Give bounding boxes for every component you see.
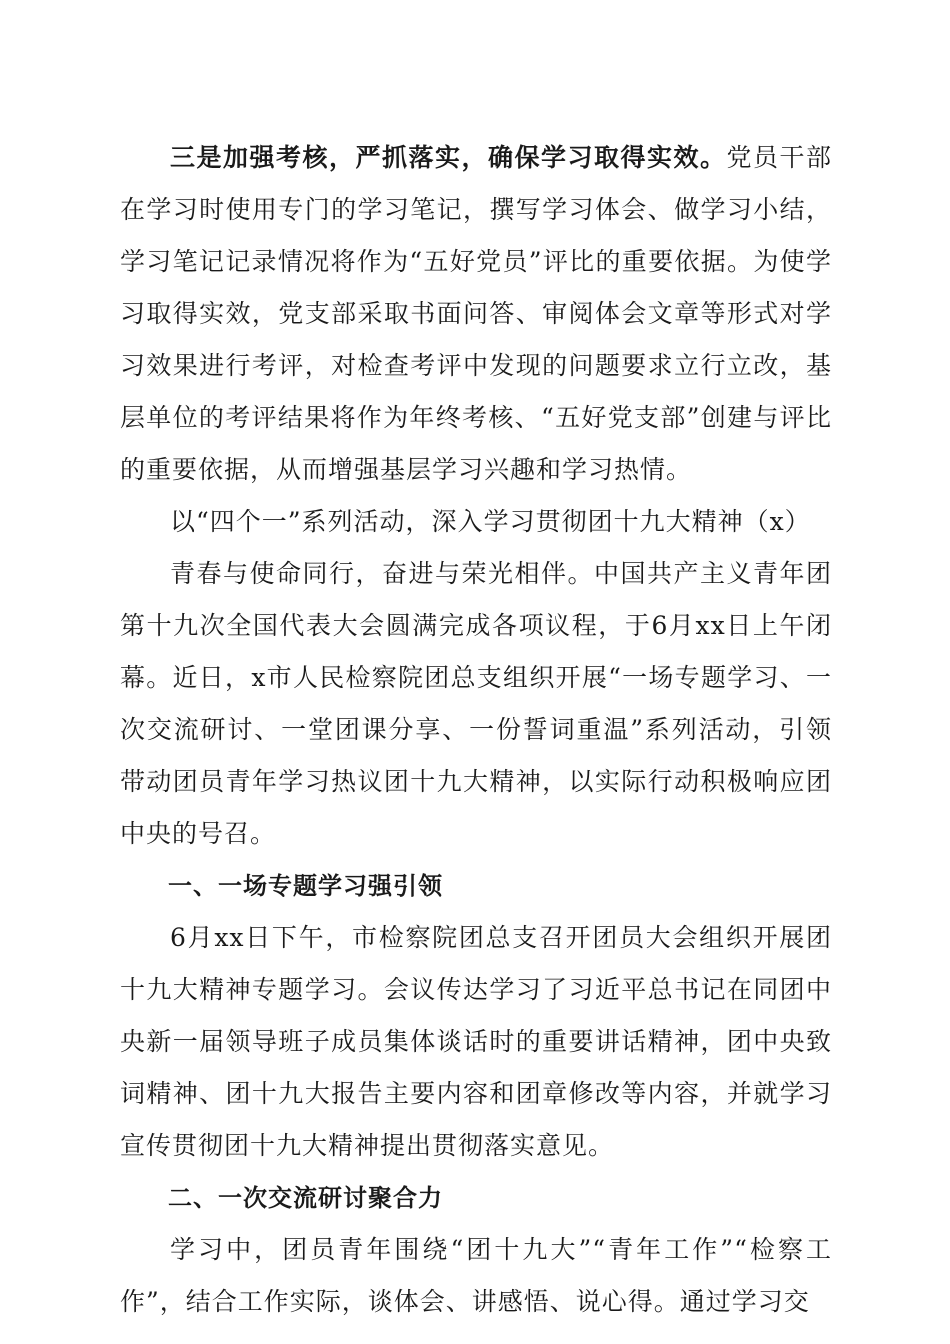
paragraph-study: 6月xx日下午，市检察院团总支召开团员大会组织开展团十九大精神专题学习。会议传达学习了习近平总书记在同团中央新一届领导班子成员集体谈话时的重要讲话精神，团中央致词精神、团十九大报告主要内容和团章修改等内容，并就学习宣传贯彻团十九大精神提出贯彻落实意见。 (120, 923, 832, 1160)
article-title: 以“四个一”系列活动，深入学习贯彻团十九大精神（x） (170, 507, 811, 536)
paragraph-intro: 青春与使命同行，奋进与荣光相伴。中国共产主义青年团第十九次全国代表大会圆满完成各项议程，于6月xx日上午闭幕。近日，x市人民检察院团总支组织开展“一场专题学习、一次交流研讨、一堂团课分享、一份誓词重温”系列活动，引领带动团员青年学习热议团十九大精神，以实际行动积极响应团中央的号召。 (120, 559, 832, 848)
section-heading-1: 一、一场专题学习强引领 (168, 872, 443, 900)
paragraph-body: 党员干部在学习时使用专门的学习笔记，撰写学习体会、做学习小结，学习笔记记录情况将作为“五好党员”评比的重要依据。为使学习取得实效，党支部采取书面问答、审阅体会文章等形式对学习效果进行考评，对检查考评中发现的问题要求立行立改，基层单位的考评结果将作为年终考核、“五好党支部”创建与评比的重要依据，从而增强基层学习兴趣和学习热情。 (120, 143, 832, 484)
document-page (120, 132, 832, 1328)
paragraph-discussion: 学习中，团员青年围绕“团十九大”“青年工作”“检察工作”，结合工作实际，谈体会、讲感悟、说心得。通过学习交 (120, 1235, 832, 1316)
section-heading-2: 二、一次交流研讨聚合力 (168, 1184, 443, 1212)
paragraph-lead: 三是加强考核，严抓落实，确保学习取得实效。 (170, 143, 727, 172)
paragraph-assessment (120, 132, 832, 496)
